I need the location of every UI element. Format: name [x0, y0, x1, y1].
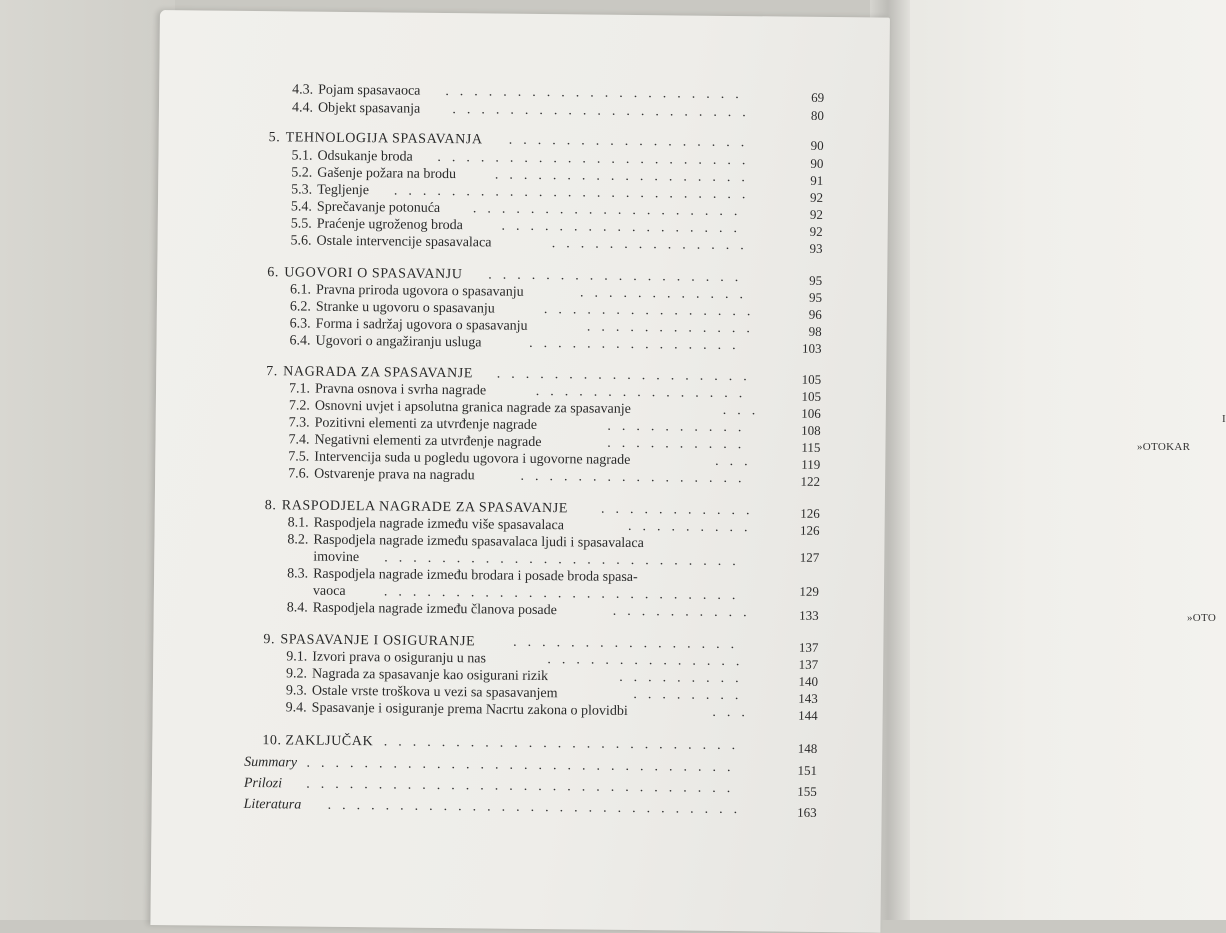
toc-page-number: 119	[801, 456, 821, 472]
toc-entry-title: Spasavanje i osiguranje prema Nacrtu zakona o plovidbi	[311, 700, 628, 719]
toc-page-number: 91	[810, 172, 824, 188]
toc-entry-number: 5.2.	[291, 165, 313, 181]
toc-page-number: 122	[800, 473, 821, 489]
toc-leader-dots: .................	[508, 132, 756, 151]
toc-entry-number: 5.5.	[290, 216, 312, 232]
toc-leader-dots: ............	[586, 319, 761, 337]
toc-entry-title: Raspodjela nagrade između članova posade	[312, 600, 557, 619]
toc-entry-number: 8.1.	[287, 515, 309, 531]
toc-entry-title-continued: vaoca	[312, 583, 346, 599]
toc-entry-number: 5.4.	[290, 199, 313, 215]
toc-entry-title: Ostale intervencije spasavalaca	[316, 233, 492, 251]
toc-entry-number: 7.1.	[288, 381, 311, 397]
toc-page-number: 143	[798, 690, 818, 706]
toc-entry-number: 5.	[268, 130, 281, 146]
toc-leader-dots: ..............	[551, 236, 755, 254]
toc-leader-dots: ..........	[612, 603, 758, 621]
toc-page-number: 137	[798, 656, 819, 672]
toc-page-number: 80	[810, 107, 825, 123]
toc-leader-dots: ......................	[437, 149, 757, 169]
toc-page-number: 103	[801, 340, 822, 356]
toc-entry-title: Objekt spasavanja	[317, 100, 421, 117]
toc-entry-number: 7.5.	[288, 449, 310, 465]
toc-page-number: 106	[801, 405, 821, 421]
toc-page-number: 105	[801, 371, 822, 387]
toc-leader-dots: .........................	[383, 584, 747, 604]
toc-entry-title: Raspodjela nagrade između brodara i posade broda spasa-	[313, 566, 638, 586]
toc-entry-title: Ugovori o angažiranju usluga	[315, 333, 482, 351]
toc-entry-title: Sprečavanje potonuća	[316, 199, 441, 216]
toc-entry-title: Izvori prava o osiguranju u nas	[312, 649, 487, 667]
toc-entry-title: Odsukanje broda	[317, 148, 413, 165]
toc-entry-number: 5.3.	[291, 182, 313, 198]
toc-page-number: 96	[808, 306, 822, 322]
toc-entry-number: 7.4.	[288, 432, 310, 448]
toc-page-number: 69	[811, 89, 825, 105]
toc-entry-title: Ostale vrste troškova u vezi sa spasavanjem	[311, 683, 558, 702]
toc-leader-dots: ..............	[547, 652, 751, 670]
toc-leader-dots: .............................	[327, 797, 749, 818]
toc-entry-title: Pravna priroda ugovora o spasavanju	[315, 282, 524, 300]
toc-page-number: 90	[810, 137, 824, 153]
toc-entry-number: 6.	[267, 265, 280, 281]
toc-entry-title: Forma i sadržaj ugovora o spasavanju	[315, 316, 528, 334]
toc-entry-number: 4.4.	[291, 100, 314, 116]
toc-leader-dots: ...	[715, 453, 759, 470]
toc-leader-dots: ............	[579, 285, 755, 303]
toc-page-number: 92	[809, 206, 823, 222]
toc-page-number: 127	[799, 549, 820, 565]
right-page-note-1: »OTOKAR	[1137, 441, 1191, 453]
toc-entry-title: TEHNOLOGIJA SPASAVANJA	[285, 130, 483, 148]
toc-leader-dots: .....................	[452, 102, 757, 121]
toc-leader-dots: .........................	[383, 734, 747, 754]
toc-leader-dots: ..................	[496, 366, 758, 385]
toc-entry-number: 10.	[262, 733, 282, 749]
right-page-note-3: I	[1222, 413, 1226, 425]
toc-page-number: 133	[799, 607, 819, 623]
toc-entry-title: Nagrada za spasavanje kao osigurani rizik	[311, 666, 549, 685]
toc-entry-title: Pozitivni elementi za utvrđenje nagrade	[314, 415, 538, 433]
toc-page-number: 98	[808, 323, 822, 339]
toc-page-number: 144	[798, 707, 818, 723]
toc-entry-number: 4.3.	[292, 82, 314, 98]
toc-leader-dots: ..................	[494, 167, 756, 186]
toc-entry-number: 6.3.	[289, 316, 311, 332]
toc-entry-number: 9.	[263, 632, 276, 648]
toc-leader-dots: .........	[619, 669, 750, 687]
toc-entry-title: Ostvarenje prava na nagradu	[314, 466, 475, 484]
toc-leader-dots: ................	[513, 634, 746, 653]
toc-leader-dots: ...	[712, 704, 757, 721]
left-page	[150, 10, 890, 933]
toc-leader-dots: ..........	[607, 435, 753, 453]
toc-page-number: 126	[800, 522, 820, 538]
toc-entry-number: 9.2.	[285, 666, 308, 682]
toc-entry-number: 7.2.	[288, 398, 310, 414]
background-left	[0, 0, 175, 920]
toc-entry-number: 8.2.	[287, 532, 309, 548]
toc-entry-number: 7.3.	[288, 415, 310, 431]
toc-page-number: 105	[801, 388, 822, 404]
toc-entry-title: SPASAVANJE I OSIGURANJE	[280, 632, 476, 650]
toc-entry-title: Intervencija suda u pogledu ugovora i ugovorne nagrade	[314, 449, 631, 468]
toc-entry-number: 8.	[264, 498, 277, 514]
toc-page-number: 93	[809, 240, 823, 256]
toc-leader-dots: .........................	[393, 183, 757, 203]
toc-entry-number: 7.	[266, 364, 278, 380]
toc-page-number: 95	[809, 272, 823, 288]
toc-entry-number: 9.4.	[285, 700, 307, 716]
toc-leader-dots: ........	[633, 686, 750, 704]
toc-entry-title: Osnovni uvjet i apsolutna granica nagrade za spasavanje	[314, 398, 631, 417]
toc-entry-number: 9.1.	[286, 649, 308, 665]
table-of-contents	[151, 10, 890, 918]
right-page	[900, 0, 1226, 920]
toc-entry-number: 8.4.	[286, 600, 308, 616]
toc-entry-title: ZAKLJUČAK	[285, 733, 374, 750]
toc-leader-dots: ................	[520, 468, 753, 487]
toc-leader-dots: ..........	[607, 418, 753, 436]
toc-leader-dots: .........................	[384, 550, 747, 570]
toc-entry-title: Raspodjela nagrade između spasavalaca ljudi i spasavalaca	[313, 532, 644, 552]
toc-page-number: 163	[797, 804, 817, 820]
toc-leader-dots: .........	[627, 518, 759, 536]
toc-page-number: 148	[797, 740, 818, 756]
toc-leader-dots: ...............	[529, 335, 747, 354]
toc-leader-dots: ..................	[488, 267, 750, 286]
toc-page-number: 90	[810, 155, 824, 171]
toc-page-number: 137	[798, 639, 819, 655]
toc-entry-title: Literatura	[243, 796, 302, 813]
toc-entry-title: Raspodjela nagrade između više spasavalaca	[313, 515, 565, 534]
toc-entry-number: 8.3.	[287, 566, 309, 582]
toc-leader-dots: .....................	[445, 83, 750, 103]
toc-entry-title: Tegljenje	[317, 182, 370, 199]
toc-entry-title: Negativni elementi za utvrđenje nagrade	[314, 432, 542, 451]
toc-entry-title: RASPODJELA NAGRADE ZA SPASAVANJE	[281, 498, 569, 517]
toc-entry-number: 6.4.	[289, 333, 311, 349]
toc-leader-dots: ...............	[543, 302, 762, 320]
toc-leader-dots: ..............................	[306, 776, 742, 797]
toc-entry-title: Praćenje ugroženog broda	[316, 216, 464, 234]
toc-page-number: 155	[797, 783, 817, 799]
toc-entry-title: Prilozi	[243, 775, 283, 792]
toc-page-number: 108	[801, 422, 821, 438]
toc-page-number: 126	[800, 505, 820, 521]
toc-entry-title: NAGRADA ZA SPASAVANJE	[283, 364, 474, 382]
toc-entry-number: 5.6.	[290, 233, 312, 249]
toc-entry-number: 6.1.	[289, 282, 312, 298]
toc-leader-dots: ...	[722, 402, 767, 419]
toc-page-number: 115	[801, 439, 821, 455]
toc-leader-dots: ...........	[600, 501, 761, 519]
toc-page-number: 151	[797, 762, 818, 778]
toc-entry-number: 7.6.	[288, 466, 310, 482]
toc-leader-dots: ...................	[472, 201, 749, 220]
toc-entry-title: Pravna osnova i svrha nagrade	[314, 381, 487, 399]
toc-leader-dots: ...............	[535, 383, 754, 402]
toc-entry-title: Pojam spasavaoca	[318, 82, 421, 99]
toc-entry-number: 6.2.	[289, 299, 311, 315]
toc-leader-dots: .................	[501, 218, 749, 237]
toc-page-number: 129	[799, 583, 820, 599]
toc-entry-number: 9.3.	[285, 683, 307, 699]
toc-entry-title: UGOVORI O SPASAVANJU	[284, 265, 463, 283]
toc-entry-title: Gašenje požara na brodu	[317, 165, 457, 183]
toc-entry-title: Stranke u ugovoru o spasavanju	[315, 299, 495, 317]
toc-entry-title-continued: imovine	[313, 549, 360, 566]
toc-entry-number: 5.1.	[291, 148, 313, 164]
right-page-note-2: »OTO	[1187, 612, 1217, 624]
toc-page-number: 92	[809, 189, 824, 205]
toc-page-number: 140	[798, 673, 819, 689]
toc-page-number: 92	[809, 223, 823, 239]
toc-entry-title: Summary	[244, 754, 298, 771]
toc-leader-dots: ..............................	[306, 755, 742, 776]
toc-page-number: 95	[808, 289, 823, 305]
